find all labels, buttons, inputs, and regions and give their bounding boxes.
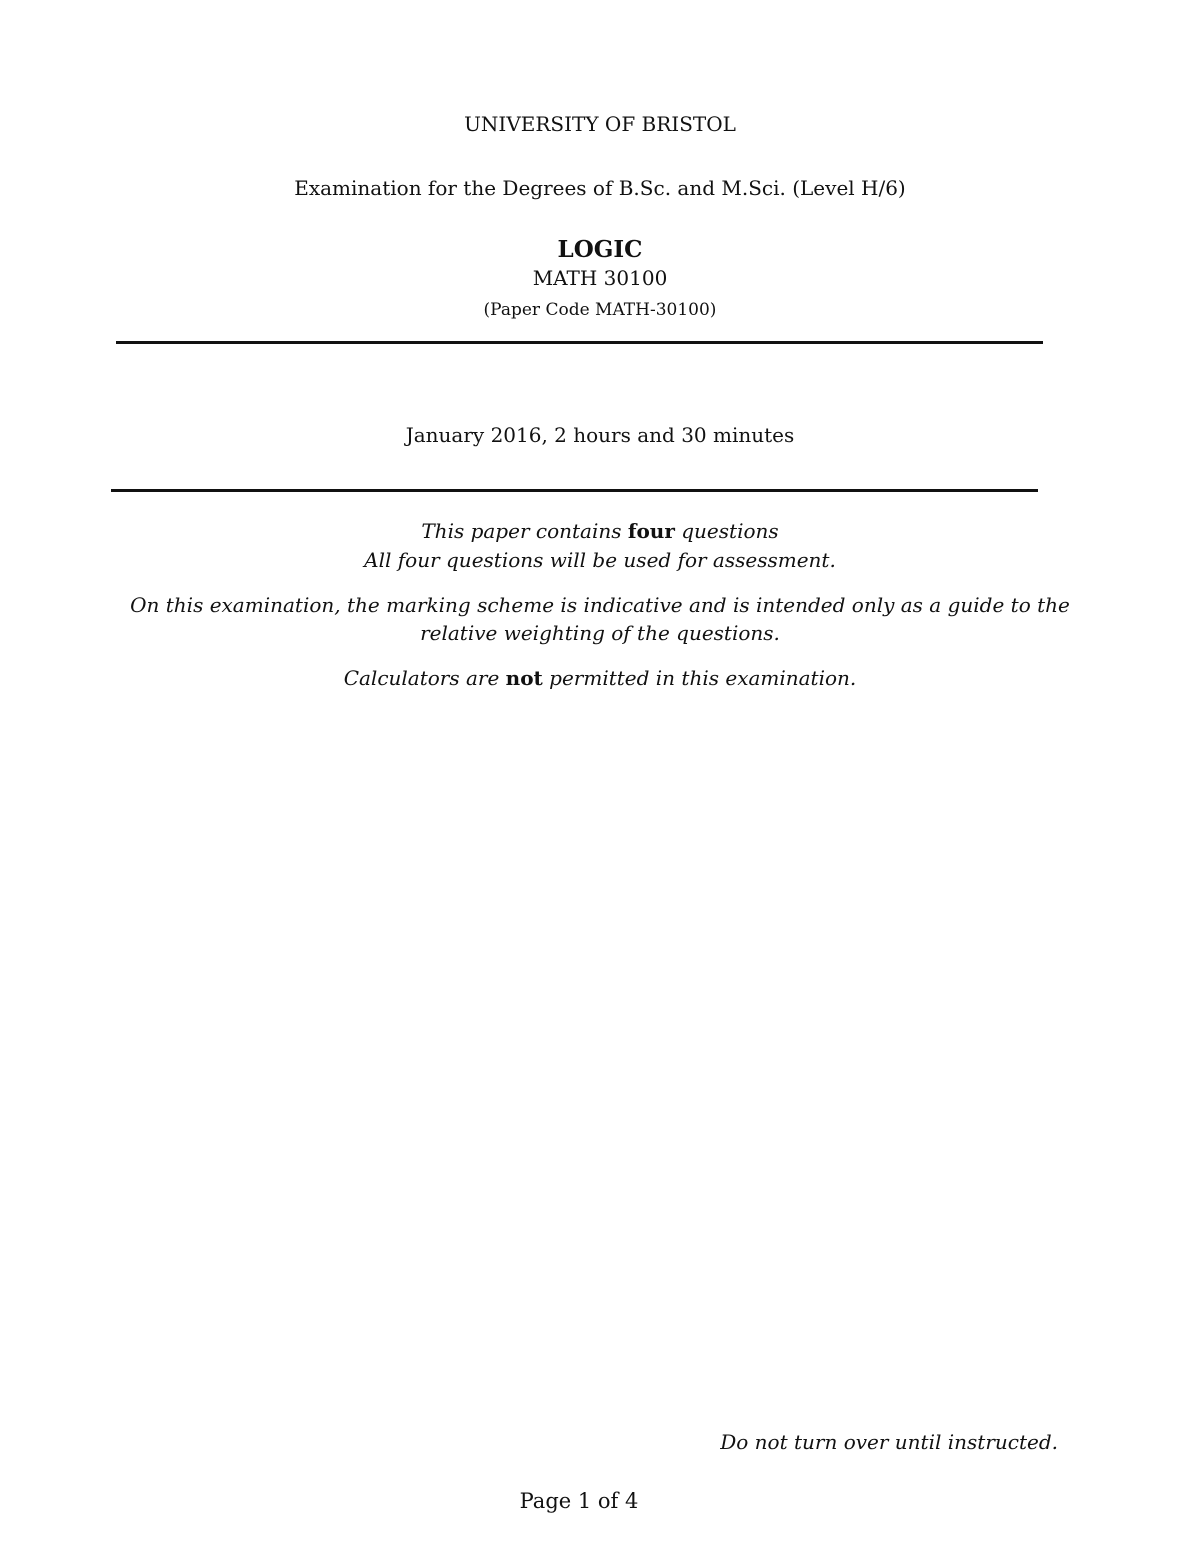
- questions-count: four: [627, 519, 675, 543]
- questions-suffix: questions: [674, 519, 779, 543]
- top-divider: [116, 341, 1043, 344]
- assessment-line: All four questions will be used for assessment.: [364, 548, 836, 572]
- university-name: UNIVERSITY OF BRISTOL: [464, 112, 736, 136]
- marking-scheme-line-1: On this examination, the marking scheme is indicative and is intended only as a guide to the: [130, 593, 1070, 617]
- calculators-line: [0, 664, 1200, 692]
- calculators-not: not: [505, 666, 543, 690]
- paper-code: (Paper Code MATH-30100): [483, 300, 717, 320]
- course-title: LOGIC: [557, 236, 643, 263]
- bottom-divider: [111, 489, 1038, 492]
- questions-prefix: This paper contains: [421, 519, 628, 543]
- turn-over-note: Do not turn over until instructed.: [720, 1430, 1058, 1454]
- calculators-prefix: Calculators are: [343, 666, 506, 690]
- page-number: Page 1 of 4: [519, 1489, 639, 1513]
- questions-count-line: [0, 517, 1200, 545]
- exam-date-duration: January 2016, 2 hours and 30 minutes: [405, 423, 795, 447]
- course-code: MATH 30100: [532, 266, 668, 290]
- marking-scheme-line-2: relative weighting of the questions.: [420, 621, 780, 645]
- calculators-suffix: permitted in this examination.: [542, 666, 857, 690]
- examination-description: Examination for the Degrees of B.Sc. and M.Sci. (Level H/6): [294, 176, 906, 200]
